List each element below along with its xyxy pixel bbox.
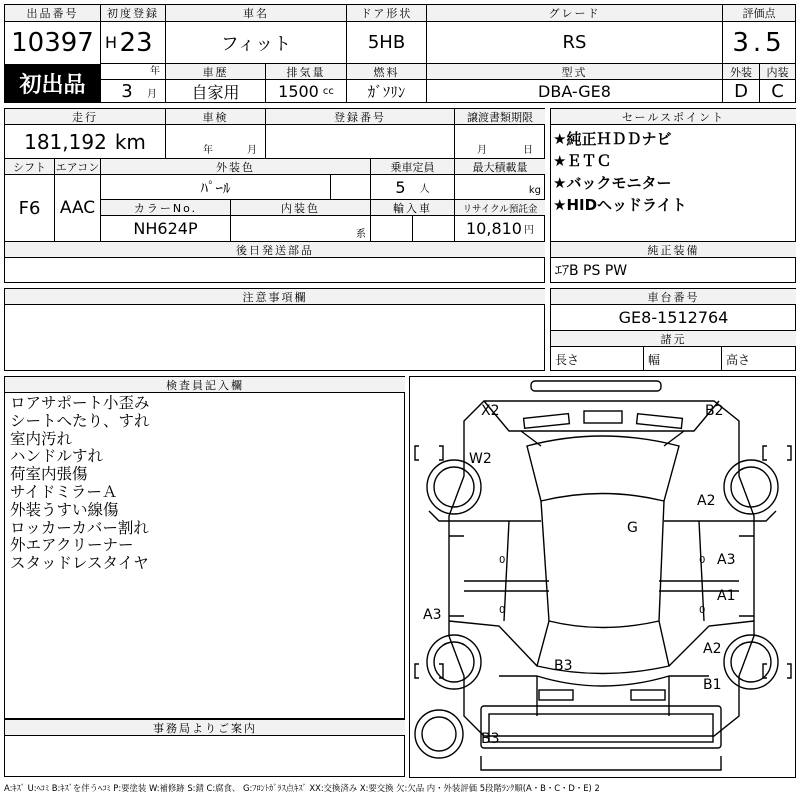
mark-a3-left: A3 bbox=[423, 607, 442, 623]
sales-point-item: ★ＥＴＣ bbox=[553, 152, 612, 170]
sales-point-list bbox=[553, 128, 793, 216]
max-load-label: 最大積載量 bbox=[455, 159, 545, 174]
inspector-line: 室内汚れ bbox=[10, 429, 73, 448]
model-label: 型式 bbox=[427, 64, 722, 79]
year-unit: 年 bbox=[150, 65, 160, 76]
car-diagram-svg bbox=[409, 376, 796, 778]
displacement-value: 1500 bbox=[278, 82, 319, 101]
mileage bbox=[5, 125, 165, 158]
color-no: NH624P bbox=[133, 219, 198, 238]
mark-x2: X2 bbox=[481, 403, 500, 419]
mark-b3-bottom: B3 bbox=[481, 731, 500, 747]
reg-month: 3 bbox=[121, 81, 133, 102]
genuine-label: 純正装備 bbox=[551, 242, 796, 257]
length-label: 長さ bbox=[555, 352, 580, 367]
displacement-unit: cc bbox=[322, 86, 334, 97]
ext-color: ﾊﾟｰﾙ bbox=[200, 178, 231, 197]
int-score: C bbox=[771, 81, 784, 102]
inspector-line: サイドミラーＡ bbox=[10, 482, 118, 501]
mark-a1: A1 bbox=[717, 588, 736, 604]
legend: A:ｷｽﾞ U:ﾍｺﾐ B:ｷｽﾞを伴うﾍｺﾐ P:要塗装 W:補修跡 S:錆 C:腐食、 G:ﾌﾛﾝﾄｶﾞﾗｽ点ｷｽﾞ XX:交換済み X:要交換 欠:欠品 内・外装評価 5段階ﾗﾝｸ順(A・B・C・D・E) 2 bbox=[4, 783, 600, 793]
car-name-label: 車名 bbox=[166, 5, 346, 21]
inspector-notes bbox=[10, 395, 400, 573]
later-parts-label: 後日発送部品 bbox=[5, 242, 545, 257]
first-reg-label: 初度登録 bbox=[101, 5, 165, 21]
inspector-line: シートへたり、すれ bbox=[10, 411, 150, 430]
chassis-number: GE8-1512764 bbox=[618, 308, 729, 327]
height-label: 高さ bbox=[726, 352, 751, 367]
mark-b1: B1 bbox=[703, 677, 722, 693]
sales-point-item: ★純正ＨＤＤナビ bbox=[553, 130, 672, 148]
fuel-label: 燃料 bbox=[347, 64, 426, 79]
mark-a2-lower: A2 bbox=[703, 641, 722, 657]
capacity-unit: 人 bbox=[419, 183, 430, 195]
transfer-label: 譲渡書類期限 bbox=[455, 109, 545, 124]
tyre-front-right bbox=[724, 460, 778, 514]
ext-score: D bbox=[734, 81, 748, 102]
recycle bbox=[455, 216, 545, 241]
capacity-value: 5 bbox=[395, 177, 406, 197]
sales-point-label: セールスポイント bbox=[551, 109, 796, 124]
mark-zero: 0 bbox=[699, 605, 706, 616]
history: 自家用 bbox=[191, 83, 240, 102]
recycle-label: リサイクル預託金 bbox=[455, 200, 545, 215]
reg-year: 23 bbox=[119, 28, 153, 58]
int-color-label: 内装色 bbox=[231, 200, 370, 215]
ext-score-label: 外装 bbox=[723, 64, 759, 79]
inspector-label: 検査員記入欄 bbox=[5, 377, 405, 392]
inspection-month-unit: 月 bbox=[247, 144, 257, 156]
windshield bbox=[527, 436, 679, 501]
mileage-value: 181,192 bbox=[24, 129, 107, 154]
score-value: 3.5 bbox=[732, 27, 786, 58]
reg-no-label: 登録番号 bbox=[266, 109, 454, 124]
office-label: 事務局よりご案内 bbox=[5, 720, 405, 735]
displacement-label: 排気量 bbox=[266, 64, 346, 79]
recycle-value: 10,810 bbox=[466, 219, 522, 238]
mark-zero: 0 bbox=[699, 555, 706, 566]
dims-label: 諸元 bbox=[551, 331, 796, 346]
displacement bbox=[266, 80, 346, 103]
notes-label: 注意事項欄 bbox=[5, 289, 545, 304]
inspector-line: 荷室内張傷 bbox=[10, 465, 88, 484]
grade-label: グレード bbox=[427, 5, 722, 21]
door-label: ドア形状 bbox=[347, 5, 426, 21]
inspector-line: ハンドルすれ bbox=[10, 447, 104, 466]
sales-point-item: ★バックモニター bbox=[553, 174, 672, 192]
inspector-line: 外装うすい線傷 bbox=[10, 500, 119, 519]
int-score-label: 内装 bbox=[760, 64, 795, 79]
mark-w2: W2 bbox=[469, 451, 492, 467]
mileage-unit: km bbox=[114, 129, 146, 154]
transfer-month-unit: 月 bbox=[477, 144, 487, 156]
era: H bbox=[104, 32, 118, 52]
chassis-label: 車台番号 bbox=[551, 289, 796, 304]
rear-lamp-left bbox=[539, 690, 573, 700]
ext-color-label: 外装色 bbox=[101, 159, 370, 174]
rear-lamp-right bbox=[631, 690, 665, 700]
lot-number-label: 出品番号 bbox=[5, 5, 100, 21]
inspector-line: ロッカーカバー割れ bbox=[10, 518, 149, 537]
car-name: フィット bbox=[220, 33, 292, 55]
width-label: 幅 bbox=[648, 352, 661, 367]
mark-b2: B2 bbox=[705, 403, 724, 419]
front-bumper bbox=[531, 381, 661, 391]
mark-a3-right: A3 bbox=[717, 552, 736, 568]
max-load-unit: kg bbox=[528, 184, 541, 196]
tyre-rear-left bbox=[427, 635, 481, 689]
fuel: ｶﾞｿﾘﾝ bbox=[367, 83, 406, 101]
inspector-line: ロアサポート小歪み bbox=[10, 394, 150, 412]
door-type: 5HB bbox=[367, 32, 406, 53]
import-label: 輸入車 bbox=[371, 200, 454, 215]
mileage-label: 走行 bbox=[5, 109, 165, 124]
tyre-front-left bbox=[427, 460, 481, 514]
capacity bbox=[371, 175, 454, 199]
history-label: 車歴 bbox=[166, 64, 265, 79]
aircon-label: エアコン bbox=[55, 160, 100, 174]
mark-zero: 0 bbox=[499, 555, 506, 566]
inspection-label: 車検 bbox=[166, 109, 265, 124]
model-code: DBA-GE8 bbox=[538, 82, 611, 101]
first-listing-badge: 初出品 bbox=[5, 65, 100, 102]
mark-a2-upper: A2 bbox=[697, 493, 716, 509]
transfer-day-unit: 日 bbox=[523, 144, 533, 156]
month-unit: 月 bbox=[147, 88, 157, 100]
recycle-unit: 円 bbox=[523, 225, 534, 236]
shift-label: シフト bbox=[5, 159, 54, 174]
genuine-equipment: ｴｱB PS PW bbox=[555, 263, 628, 279]
capacity-label: 乗車定員 bbox=[371, 159, 454, 174]
inspector-line: 外エアクリーナー bbox=[10, 536, 134, 555]
inspection-year-unit: 年 bbox=[203, 144, 213, 156]
mark-g: G bbox=[627, 520, 638, 536]
sales-point-item: ★HIDヘッドライト bbox=[553, 196, 687, 214]
lot-number: 10397 bbox=[11, 28, 94, 58]
mark-zero: 0 bbox=[499, 605, 506, 616]
shift: F6 bbox=[18, 197, 41, 219]
color-no-label: カラーNo. bbox=[101, 200, 230, 215]
mark-b3-center: B3 bbox=[554, 658, 573, 674]
grade: RS bbox=[562, 32, 587, 53]
aircon: AAC bbox=[59, 198, 96, 218]
inspector-line: スタッドレスタイヤ bbox=[10, 554, 149, 573]
int-color-unit: 系 bbox=[356, 228, 366, 240]
score-label: 評価点 bbox=[723, 5, 795, 21]
